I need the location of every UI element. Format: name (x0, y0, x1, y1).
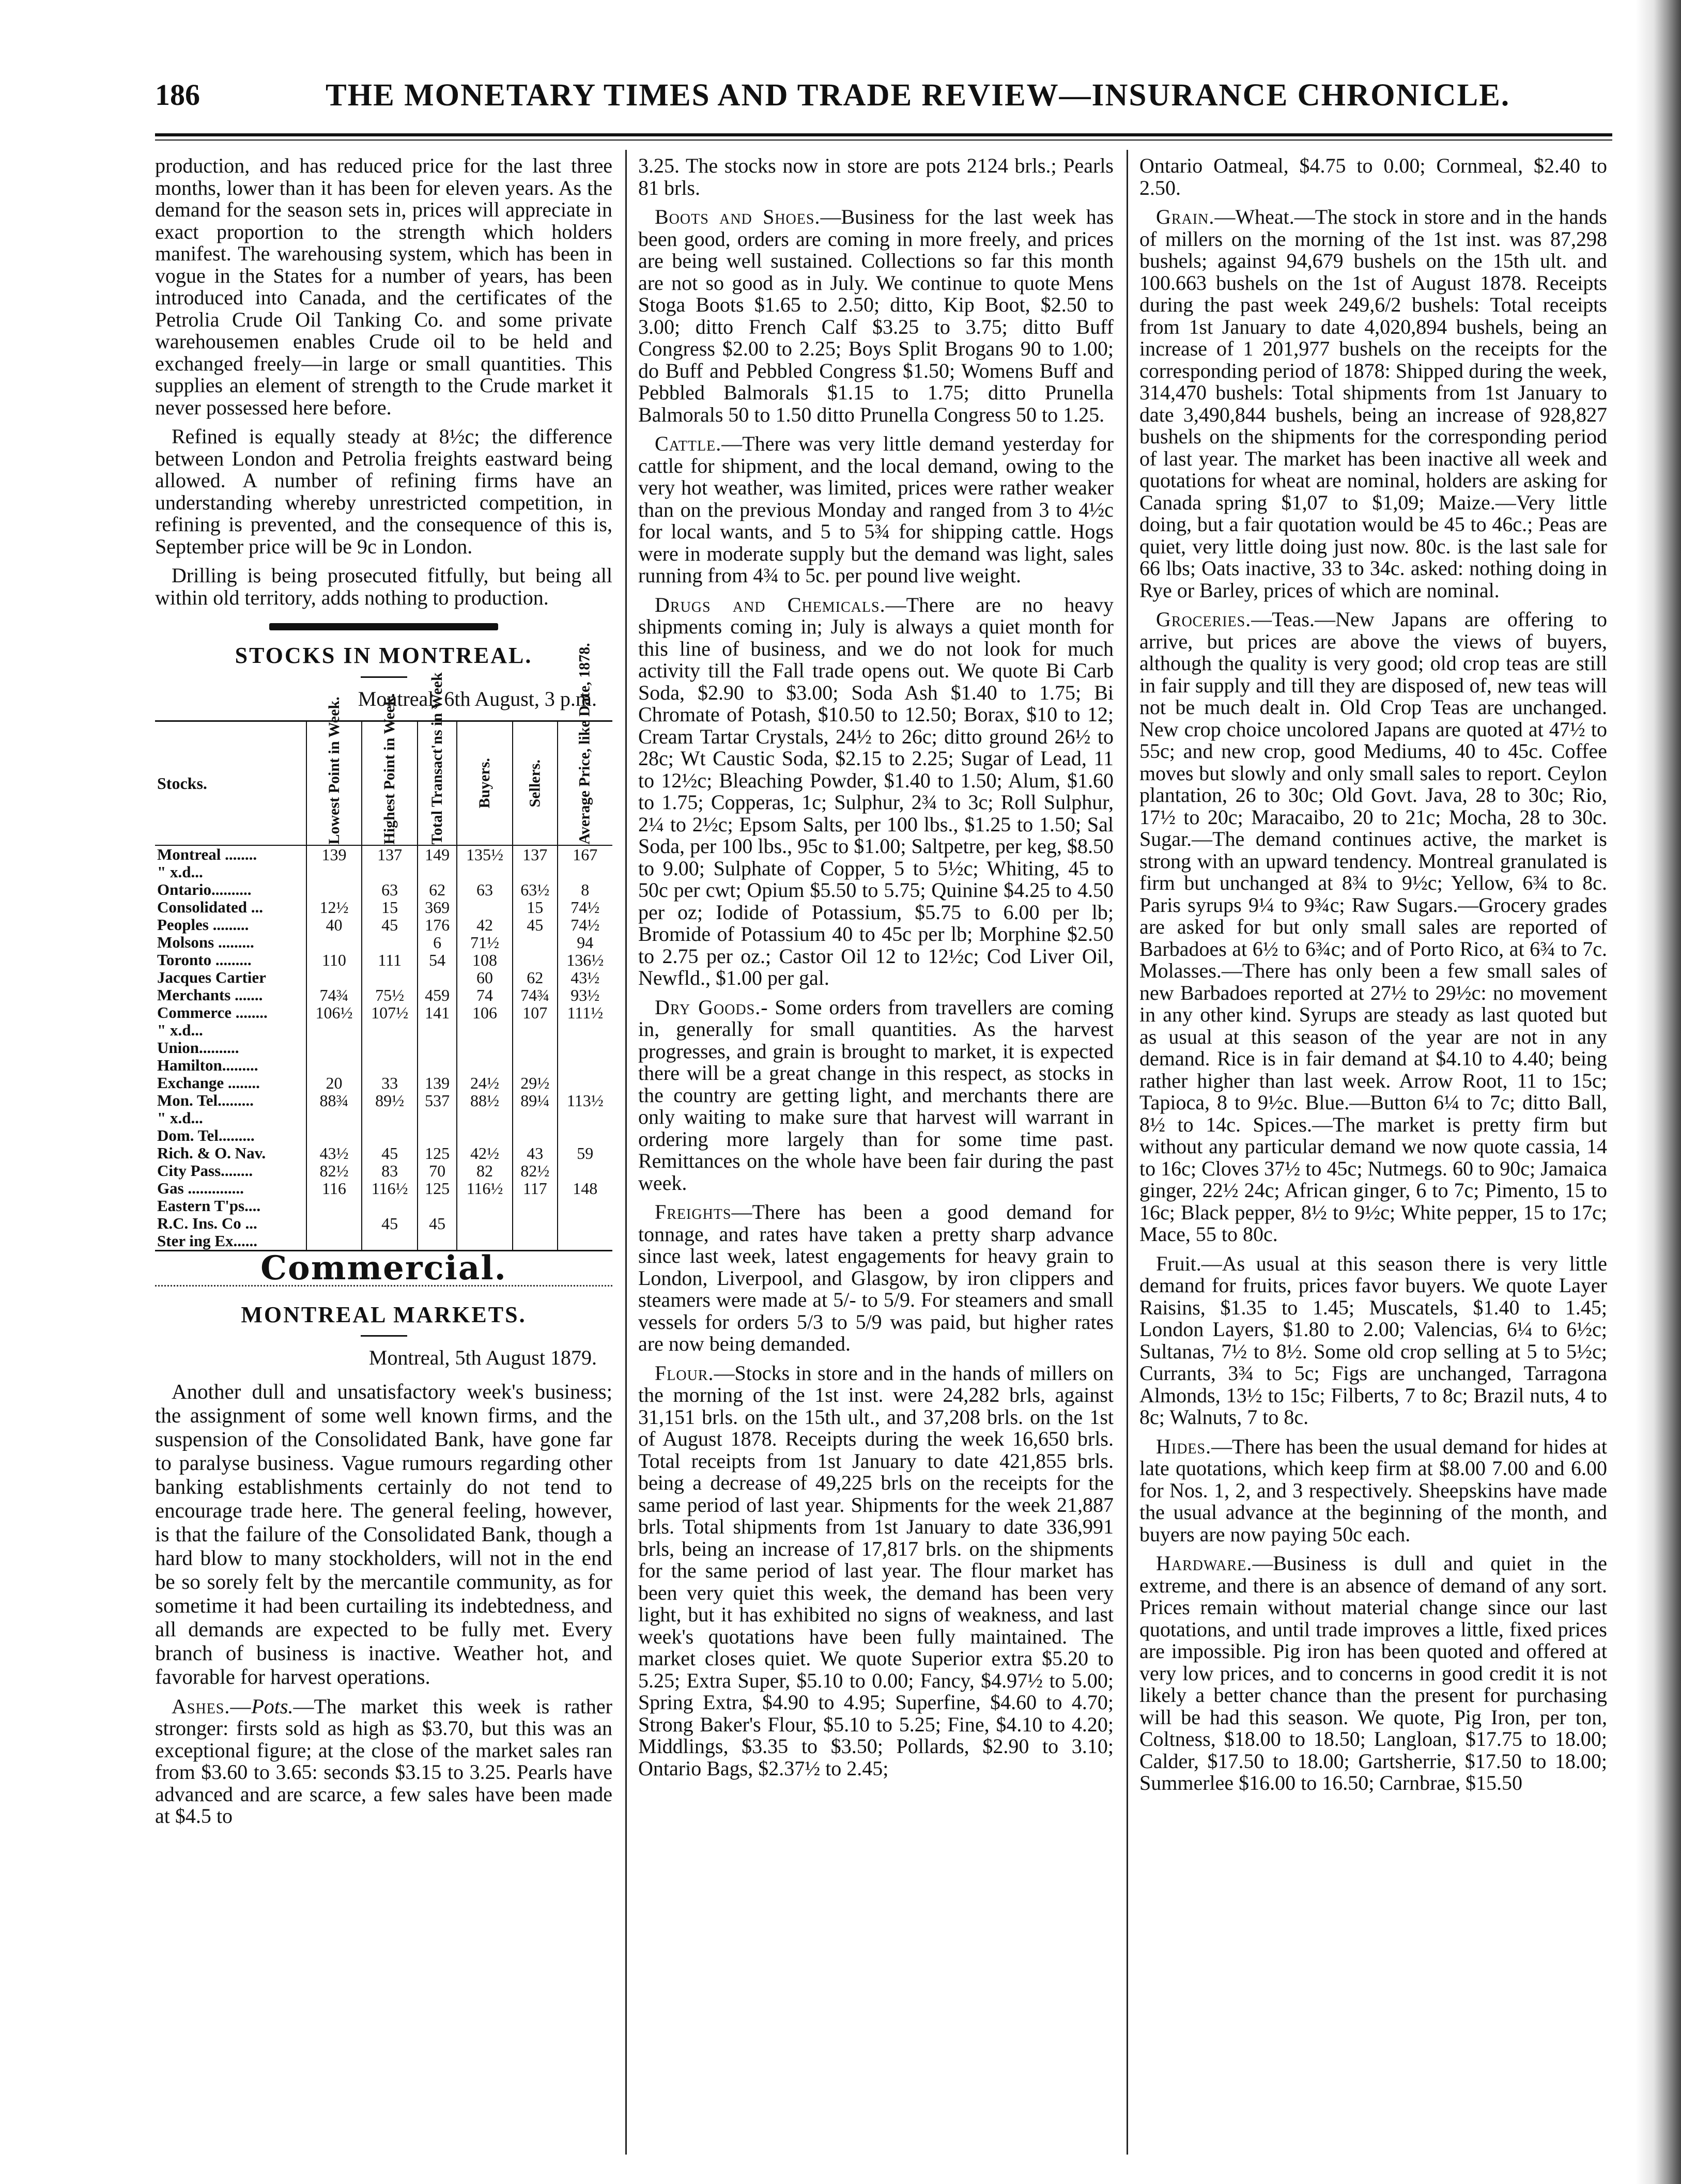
table-cell (457, 1197, 513, 1215)
table-cell: 63 (362, 881, 418, 899)
stock-name-cell: Ster ing Ex...... (157, 1232, 258, 1250)
table-cell (513, 1232, 558, 1251)
section-lead: Cattle. (655, 432, 722, 455)
table-cell: 74 (457, 986, 513, 1004)
table-cell: 45 (362, 916, 418, 934)
table-row (155, 916, 612, 934)
stock-name-cell: Commerce ........ (157, 1003, 268, 1021)
table-cell: 108 (457, 951, 513, 969)
table-cell (418, 1057, 457, 1074)
column-header: Total Transact'ns in Week (418, 721, 457, 846)
table-cell: 537 (418, 1092, 457, 1109)
table-cell (513, 1057, 558, 1074)
table-cell: 74½ (558, 899, 612, 916)
table-cell (558, 1162, 612, 1180)
table-cell: 149 (418, 845, 457, 863)
table-cell (457, 1021, 513, 1039)
table-cell: 88¾ (306, 1092, 362, 1109)
table-cell (306, 969, 362, 986)
table-cell: 88½ (457, 1092, 513, 1109)
table-row (155, 1039, 612, 1057)
table-header-row (155, 721, 612, 846)
paragraph-drugs (638, 594, 1114, 989)
table-cell (306, 1127, 362, 1144)
paragraph-hardware (1139, 1553, 1607, 1794)
paragraph-body: —Wheat.—The stock in store and in the hands of millers on the morning of the 1st inst. was 87,298 bushels; against 94,679 bushels on the 15th ult. and 100.663 bushels on the 1st of August 1878. Receipts during the past week 249,6/2 bushels: Total receipts from 1st January to date 4,020,894 bushels, being an increase of 1 201,977 bushels on the receipts for the corresponding period of 1878: Shipped during the week, 314,470 bushels: Total shipments from 1st January to date 3,490,844 bushels, being an increase of 928,827 bushels on the shipments for the corresponding period of last year. The market has been inactive all week and quotations for wheat are nominal, holders are asking for Canada spring $1,07 to $1,09; Maize.—Very little doing, but a fair quotation would be 45 to 46c.; Peas are quiet, very little doing just now. 80c. is the last sale for 66 lbs; Oats inactive, 33 to 34c. asked: nothing doing in Rye or Barley, prices of which are nominal. (1139, 205, 1607, 602)
stock-name-cell: Jacques Cartier (157, 968, 266, 986)
table-cell (418, 1109, 457, 1127)
table-cell: 45 (513, 916, 558, 934)
table-cell (558, 1232, 612, 1251)
table-cell: 12½ (306, 899, 362, 916)
table-cell: 24½ (457, 1074, 513, 1092)
table-row (155, 1162, 612, 1180)
stock-name-cell: Eastern T'ps.... (157, 1197, 261, 1215)
table-cell (418, 1127, 457, 1144)
table-cell (362, 1109, 418, 1127)
table-cell (457, 1109, 513, 1127)
table-cell (418, 1021, 457, 1039)
section-lead: Hardware. (1156, 1552, 1253, 1575)
section-lead: Dry Goods. (655, 995, 761, 1019)
table-row (155, 1127, 612, 1144)
table-cell: 43½ (558, 969, 612, 986)
markets-heading: MONTREAL MARKETS. (241, 1302, 527, 1327)
table-cell (513, 1039, 558, 1057)
column-1 (155, 155, 612, 1835)
paragraph-body: —There was very little demand yesterday for cattle for shipment, and the local demand, owing to the very hot weather, was limited, prices were rather weaker than on the previous Monday and ranged from 3 to 4½c for local wants, and 5 to 5¾ for shipping cattle. Hogs were in moderate supply but the demand was light, sales running from 4¾ to 5c. per pound live weight. (638, 432, 1114, 587)
stock-name-cell: Ontario.......... (157, 880, 252, 899)
table-cell (558, 863, 612, 881)
table-cell (362, 1232, 418, 1251)
table-cell (418, 1197, 457, 1215)
paragraph-cattle (638, 433, 1114, 587)
table-row (155, 863, 612, 881)
table-cell: 62 (418, 881, 457, 899)
header-rule-thin (155, 140, 1612, 141)
stocks-dateline: Montreal, 6th August, 3 p.m. (358, 687, 597, 710)
table-cell (306, 1057, 362, 1074)
paragraph-body: —There has been a good demand for tonnage, and rates have taken a pretty sharp advance since last week, latest engagements for heavy grain to London, Liverpool, and Glasgow, by iron clippers and steamers were made at 5/- to 5/9. For steamers and small vessels for orders 5/3 to 5/9 was paid, but higher rates are now being demanded. (638, 1200, 1114, 1355)
table-cell: 93½ (558, 986, 612, 1004)
table-cell: 136½ (558, 951, 612, 969)
table-cell (418, 969, 457, 986)
table-cell: 459 (418, 986, 457, 1004)
table-cell: 82 (457, 1162, 513, 1180)
table-row (155, 1057, 612, 1074)
table-row (155, 1144, 612, 1162)
table-cell: 111 (362, 951, 418, 969)
table-cell (513, 1215, 558, 1232)
table-cell: 82½ (513, 1162, 558, 1180)
table-cell: 116 (306, 1180, 362, 1197)
table-cell (457, 899, 513, 916)
table-cell: 63 (457, 881, 513, 899)
table-cell: 148 (558, 1180, 612, 1197)
table-row (155, 899, 612, 916)
table-cell: 106 (457, 1004, 513, 1021)
paragraph: Ontario Oatmeal, $4.75 to 0.00; Cornmeal, $2.40 to 2.50. (1139, 154, 1607, 199)
stock-name-cell: Mon. Tel......... (157, 1091, 254, 1109)
section-lead: Boots and Shoes. (655, 205, 821, 228)
table-cell: 113½ (558, 1092, 612, 1109)
table-cell: 117 (513, 1180, 558, 1197)
table-cell: 42 (457, 916, 513, 934)
stock-name-cell: " x.d... (157, 1109, 203, 1127)
stock-name-cell: Gas .............. (157, 1179, 244, 1197)
table-row (155, 934, 612, 951)
stock-name-cell: Rich. & O. Nav. (157, 1144, 266, 1162)
section-divider-bar (269, 623, 498, 630)
table-cell (306, 881, 362, 899)
table-cell: 62 (513, 969, 558, 986)
paragraph-body: —There has been the usual demand for hides at late quotations, which keep firm at $8.00 7.00 and 6.00 for Nos. 1, 2, and 3 respectively. Sheepskins have made the usual advance at the beginning of the month, and buyers are now paying 50c each. (1139, 1434, 1607, 1546)
stock-name-cell: Peoples ......... (157, 916, 249, 934)
table-row (155, 845, 612, 863)
short-rule (361, 1335, 407, 1337)
markets-dateline: Montreal, 5th August 1879. (368, 1346, 597, 1369)
paragraph-boots (638, 206, 1114, 426)
paragraph-dry-goods (638, 997, 1114, 1195)
paragraph: Drilling is being prosecuted fitfully, but being all within old territory, adds nothing to production. (155, 564, 612, 609)
table-cell: 106½ (306, 1004, 362, 1021)
column-divider (1127, 150, 1128, 2155)
table-cell (362, 934, 418, 951)
table-cell: 54 (418, 951, 457, 969)
table-cell (306, 1232, 362, 1251)
column-header: Buyers. (457, 721, 513, 846)
stocks-heading: STOCKS IN MONTREAL. (235, 643, 533, 668)
column-divider (625, 150, 627, 2155)
table-cell: 107½ (362, 1004, 418, 1021)
section-lead: Freights (655, 1200, 732, 1223)
table-cell: 94 (558, 934, 612, 951)
section-lead: Groceries. (1156, 608, 1252, 631)
table-cell (558, 1021, 612, 1039)
table-cell: 139 (306, 845, 362, 863)
table-cell (457, 1127, 513, 1144)
column-header: Stocks. (155, 721, 306, 846)
table-cell: 59 (558, 1144, 612, 1162)
table-cell (306, 1109, 362, 1127)
paragraph-body: —Business is dull and quiet in the extreme, and there is an absence of demand of any sort. Prices remain without material change since our last quotations, and until trade improves a little, fixed prices are impossible. Pig iron has been quoted and offered at very low prices, and to concerns in good credit it is not likely a better chance than the present for purchasing will be had this season. We quote, Pig Iron, per ton, Coltness, $18.00 to 18.50; Langloan, $17.75 to 18.00; Calder, $17.50 to 18.00; Gartsherrie, $17.50 to 18.00; Summerlee $16.00 to 16.50; Carnbrae, $15.50 (1139, 1552, 1607, 1794)
table-cell (418, 1039, 457, 1057)
table-cell (457, 863, 513, 881)
table-row (155, 1197, 612, 1215)
table-row (155, 951, 612, 969)
table-cell: 42½ (457, 1144, 513, 1162)
short-rule (361, 676, 407, 678)
table-cell (362, 1039, 418, 1057)
table-row (155, 1004, 612, 1021)
table-cell (418, 863, 457, 881)
stock-name-cell: Union.......... (157, 1039, 239, 1057)
paragraph: Another dull and unsatisfactory week's business; the assignment of some well known firms, and the suspension of the Consolidated Bank, have gone far to paralyse business. Vague rumours regarding other banking establishments certainly do not tend to encourage trade here. The general feeling, however, is that the failure of the Consolidated Bank, though a hard blow to many stockholders, will not in the end be so sorely felt by the mercantile community, as for sometime it had been curtailing its indebtedness, and all demands are expected to be fully met. Every branch of business is inactive. Weather hot, and favorable for harvest operations. (155, 1379, 612, 1689)
table-cell (558, 1074, 612, 1092)
table-row (155, 1074, 612, 1092)
table-cell (306, 1197, 362, 1215)
table-cell (306, 934, 362, 951)
table-cell (306, 1039, 362, 1057)
header-rule (155, 133, 1612, 136)
table-cell (513, 863, 558, 881)
table-cell: 176 (418, 916, 457, 934)
paragraph-flour (638, 1362, 1114, 1780)
table-cell: 33 (362, 1074, 418, 1092)
paragraph-fruit: Fruit.—As usual at this season there is very little demand for fruits, prices favor buyers. We quote Layer Raisins, $1.35 to 1.45; Muscatels, $1.40 to 1.45; London Layers, $1.80 to 2.00; Valencias, 6¼ to 6½c; Sultanas, 7½ to 8½. Some old crop selling at 5 to 5½c; Currants, 3¾ to 5c; Figs are unchanged, Tarragona Almonds, 13½ to 15c; Filberts, 7 to 8c; Brazil nuts, 4 to 8c; Walnuts, 7 to 8c. (1139, 1251, 1607, 1429)
stock-name-cell: Molsons ......... (157, 933, 254, 951)
table-cell: 63½ (513, 881, 558, 899)
stock-name-cell: Merchants ....... (157, 986, 263, 1004)
table-cell (362, 1021, 418, 1039)
stock-name-cell: City Pass........ (157, 1161, 253, 1180)
table-cell: 167 (558, 845, 612, 863)
table-cell: 141 (418, 1004, 457, 1021)
table-cell (362, 1127, 418, 1144)
paragraph-freights (638, 1201, 1114, 1355)
table-cell: 107 (513, 1004, 558, 1021)
table-cell (418, 1232, 457, 1251)
stock-name-cell: " x.d... (157, 863, 203, 881)
table-cell (513, 934, 558, 951)
table-cell: 116½ (457, 1180, 513, 1197)
table-cell: 45 (362, 1215, 418, 1232)
stock-name-cell: Montreal ........ (157, 845, 257, 863)
table-row (155, 1092, 612, 1109)
paragraph-body: —The market this week is rather stronger: firsts sold as high as $3.70, but this was an exceptional figure; at the close of the market sales ran from $3.60 to 3.65: seconds $3.15 to 3.25. Pearls have advanced and are scarce, a few sales have been made at $4.5 to (155, 1694, 612, 1827)
table-cell: 74¾ (513, 986, 558, 1004)
table-cell: 15 (362, 899, 418, 916)
table-cell: 89½ (362, 1092, 418, 1109)
table-cell (558, 1127, 612, 1144)
stock-name-cell: Hamilton......... (157, 1056, 258, 1074)
paragraph-grain (1139, 206, 1607, 601)
table-row (155, 986, 612, 1004)
paragraph-groceries (1139, 609, 1607, 1246)
stocks-table-body (155, 845, 612, 1251)
table-cell (362, 863, 418, 881)
section-lead: Hides. (1156, 1434, 1212, 1458)
stock-name-cell: R.C. Ins. Co ... (157, 1214, 257, 1232)
table-cell: 139 (418, 1074, 457, 1092)
table-cell: 125 (418, 1180, 457, 1197)
table-cell (558, 1197, 612, 1215)
table-row (155, 969, 612, 986)
commercial-heading: Commercial. (260, 1249, 507, 1288)
table-cell (306, 863, 362, 881)
table-cell: 15 (513, 899, 558, 916)
table-cell: 74½ (558, 916, 612, 934)
table-cell: 20 (306, 1074, 362, 1092)
subsection-lead: Pots. (251, 1694, 294, 1718)
table-cell: 369 (418, 899, 457, 916)
table-row (155, 1180, 612, 1197)
paragraph: Refined is equally steady at 8½c; the difference between London and Petrolia freights eastward being allowed. A number of refining firms have an understanding whereby unrestricted competition, in refining is prevented, and the consequence of this is, September price will be 9c in London. (155, 425, 612, 558)
paragraph-body: —There are no heavy shipments coming in; July is always a quiet month for this line of business, and we do not look for much activity till the Fall trade opens out. We quote Bi Carb Soda, $2.90 to $3.00; Soda Ash $1.40 to 1.75; Bi Chromate of Potash, $10.50 to 12.50; Borax, $10 to 12; Cream Tartar Crystals, 24½ to 26c; ditto ground 26½ to 28c; Wt Caustic Soda, $2.15 to 2.25; Sugar of Lead, 11 to 12½c; Bleaching Powder, $1.40 to 1.50; Alum, $1.60 to 1.75; Copperas, 1c; Sulphur, 2¾ to 3c; Roll Sulphur, 2¼ to 2½c; Epsom Salts, per 100 lbs., $1.25 to 1.50; Sal Soda, per 100 lbs., 95c to $1.00; Saltpetre, per keg, $8.50 to 9.00; Sulphate of Copper, 5 to 5½c; Whiting, 45 to 50c per cwt; Opium $5.50 to 5.75; Quinine $4.25 to 4.50 per oz; Iodide of Potassium, $5.75 to 6.00 per lb; Bromide of Potassium 40 to 45c per lb; Morphine $2.50 to 2.75 per oz.; Castor Oil 12 to 12½c; Cod Liver Oil, Newfld., $1.00 per gal. (638, 593, 1114, 989)
table-cell: 71½ (457, 934, 513, 951)
table-cell (558, 1057, 612, 1074)
stock-name-cell: Toronto ......... (157, 951, 252, 969)
table-cell: 60 (457, 969, 513, 986)
table-row (155, 1109, 612, 1127)
table-cell: 29½ (513, 1074, 558, 1092)
page-number: 186 (155, 78, 200, 112)
table-cell: 89¼ (513, 1092, 558, 1109)
table-cell: 70 (418, 1162, 457, 1180)
table-cell: 74¾ (306, 986, 362, 1004)
section-lead: Drugs and Chemicals. (655, 593, 886, 616)
table-cell (457, 1232, 513, 1251)
table-cell: 45 (418, 1215, 457, 1232)
paragraph-ashes (155, 1696, 612, 1827)
table-cell: 40 (306, 916, 362, 934)
table-cell (457, 1057, 513, 1074)
table-cell (558, 1215, 612, 1232)
table-cell (362, 1057, 418, 1074)
paragraph: production, and has reduced price for the last three months, lower than it has been for eleven years. As the demand for the season sets in, prices will appreciate in exact proportion to the strength which holders manifest. The warehousing system, which has been in vogue in the States for a number of years, has been introduced into Canada, and the certificates of the Petrolia Crude Oil Tanking Co. and some private warehousemen enables Crude oil to be held and exchanged freely—in large or small quantities. This supplies an element of strength to the Crude market it never possessed here before. (155, 154, 612, 419)
table-cell (513, 1021, 558, 1039)
paragraph: 3.25. The stocks now in store are pots 2124 brls.; Pearls 81 brls. (638, 154, 1114, 199)
table-cell: 75½ (362, 986, 418, 1004)
stock-name-cell: " x.d... (157, 1021, 203, 1039)
table-row (155, 881, 612, 899)
table-cell: 43½ (306, 1144, 362, 1162)
table-cell: 137 (513, 845, 558, 863)
column-header: Sellers. (513, 721, 558, 846)
table-row (155, 1215, 612, 1232)
masthead-title: THE MONETARY TIMES AND TRADE REVIEW—INSURANCE CHRONICLE. (326, 78, 1510, 113)
table-cell: 125 (418, 1144, 457, 1162)
column-header: Lowest Point in Week. (306, 721, 362, 846)
table-cell (558, 1109, 612, 1127)
paragraph-body: —Teas.—New Japans are offering to arrive, but prices are above the views of buyers, although the quality is very good; old crop teas are still in fair supply and till they are disposed of, new teas will not be much dealt in. Old Crop Teas are unchanged. New crop choice uncolored Japans are quoted at 47½ to 55c; and new crop, good Mediums, 40 to 45c. Coffee moves but slowly and only small sales to report. Ceylon plantation, 26 to 30c; Old Govt. Java, 28 to 30c; Rio, 17½ to 20c; Maracaibo, 20 to 21c; Mocha, 28 to 30c. Sugar.—The demand continues active, the market is strong with an upward tendency. Montreal granulated is firm but unchanged at 8¾ to 9½c; Yellow, 6¾ to 8c. Paris syrups 9¼ to 9¾c; Raw Sugars.—Grocery grades are asked for but only small sales are reported of Barbadoes at 6½ to 6¾c; and of Porto Rico, at 6¾ to 7c. Molasses.—There has only been a few small sales of new Barbadoes reported at 27½ to 29½c: no movement in any other kind. Syrups are steady as last quoted but as usual at this season of the year are not in any demand. Rice is in fair demand at $4.10 to 4.40; being rather higher than last week. Arrow Root, 11 to 15c; Tapioca, 8 to 9½c. Blue.—Button 6¼ to 7c; ditto Ball, 8½ to 14c. Spices.—The market is pretty firm but without any particular demand we now quote cassia, 14 to 16c; Cloves 37½ to 45c; Nutmegs. 60 to 90c; Jamaica ginger, 22½ 24c; African ginger, 6 to 7c; Pimento, 15 to 16c; Black pepper, 8½ to 9½c; White pepper, 15 to 17c; Mace, 55 to 80c. (1139, 608, 1607, 1246)
section-lead: Ashes.— (172, 1694, 252, 1718)
table-cell: 83 (362, 1162, 418, 1180)
table-cell (513, 1197, 558, 1215)
table-row (155, 1232, 612, 1251)
page-header (155, 78, 1612, 134)
table-cell (362, 969, 418, 986)
paragraph-body: —Business for the last week has been good, orders are coming in more freely, and prices are being well sustained. Collections so far this month are not so good as in July. We continue to quote Mens Stoga Boots $1.65 to 2.50; ditto, Kip Boot, $2.50 to 3.00; ditto French Calf $3.25 to 3.75; ditto Buff Congress $2.00 to 2.25; Boys Split Brogans 90 to 1.00; do Buff and Pebbled Congress $1.50; Womens Buff and Pebbled Balmorals $1.15 to 1.75; ditto Prunella Balmorals 50 to 1.50 ditto Prunella Congress 50 to 1.25. (638, 205, 1114, 426)
column-header: Highest Point in Week. (362, 721, 418, 846)
table-cell (362, 1197, 418, 1215)
table-cell: 111½ (558, 1004, 612, 1021)
table-cell: 116½ (362, 1180, 418, 1197)
table-cell: 45 (362, 1144, 418, 1162)
stock-name-cell: Dom. Tel......... (157, 1126, 255, 1144)
table-cell (457, 1215, 513, 1232)
table-cell: 82½ (306, 1162, 362, 1180)
table-cell (513, 951, 558, 969)
table-cell: 6 (418, 934, 457, 951)
table-cell (306, 1215, 362, 1232)
column-2 (638, 155, 1114, 1787)
table-cell: 137 (362, 845, 418, 863)
table-cell: 110 (306, 951, 362, 969)
table-cell: 135½ (457, 845, 513, 863)
table-cell (306, 1021, 362, 1039)
table-cell: 43 (513, 1144, 558, 1162)
column-header: Average Price, like Date, 1878. (558, 721, 612, 846)
table-cell (513, 1127, 558, 1144)
table-cell (457, 1039, 513, 1057)
stock-name-cell: Exchange ........ (157, 1074, 260, 1092)
paragraph-body: —Stocks in store and in the hands of millers on the morning of the 1st inst. were 24,282 brls, against 31,151 brls. on the 15th ult., and 37,208 brls. on the 1st of August 1878. Receipts during the week 16,650 brls. Total receipts from 1st January to date 421,855 brls. being a decrease of 49,225 brls on the receipts for the same period of last year. Shipments for the week 21,887 brls. Total shipments from 1st January to date 336,991 brls, being an increase of 17,817 brls. on the shipments for the same period of last year. The flour market has been very quiet this week, the demand has been very light, but it has exhibited no signs of weakness, and last week's quotations have been fully maintained. The market closes quiet. We quote Superior extra $5.20 to 5.25; Extra Super, $5.10 to 0.00; Fancy, $4.97½ to 5.00; Spring Extra, $4.90 to 4.95; Superfine, $4.60 to 4.70; Strong Baker's Flour, $5.10 to 5.25; Fine, $4.10 to 4.20; Middlings, $3.35 to $3.50; Pollards, $2.90 to 3.10; Ontario Bags, $2.37½ to 2.45; (638, 1361, 1114, 1780)
table-cell (558, 1039, 612, 1057)
table-cell: 8 (558, 881, 612, 899)
paragraph-body: - Some orders from travellers are coming in, generally for small quantities. As the harvest progresses, and grain is brought to market, it is expected there will be a great change in this respect, as stocks in the country are getting light, and merchants there are only waiting to make sure that harvest will warrant in ordering more largely than for some time past. Remittances on the whole have been fair during the past week. (638, 995, 1114, 1195)
column-3 (1139, 155, 1607, 1802)
stock-name-cell: Consolidated ... (157, 898, 263, 916)
section-lead: Flour. (655, 1361, 714, 1385)
page-edge-shadow (1636, 0, 1681, 2184)
table-row (155, 1021, 612, 1039)
paragraph-hides (1139, 1436, 1607, 1546)
section-lead: Grain. (1156, 205, 1215, 228)
table-cell (513, 1109, 558, 1127)
